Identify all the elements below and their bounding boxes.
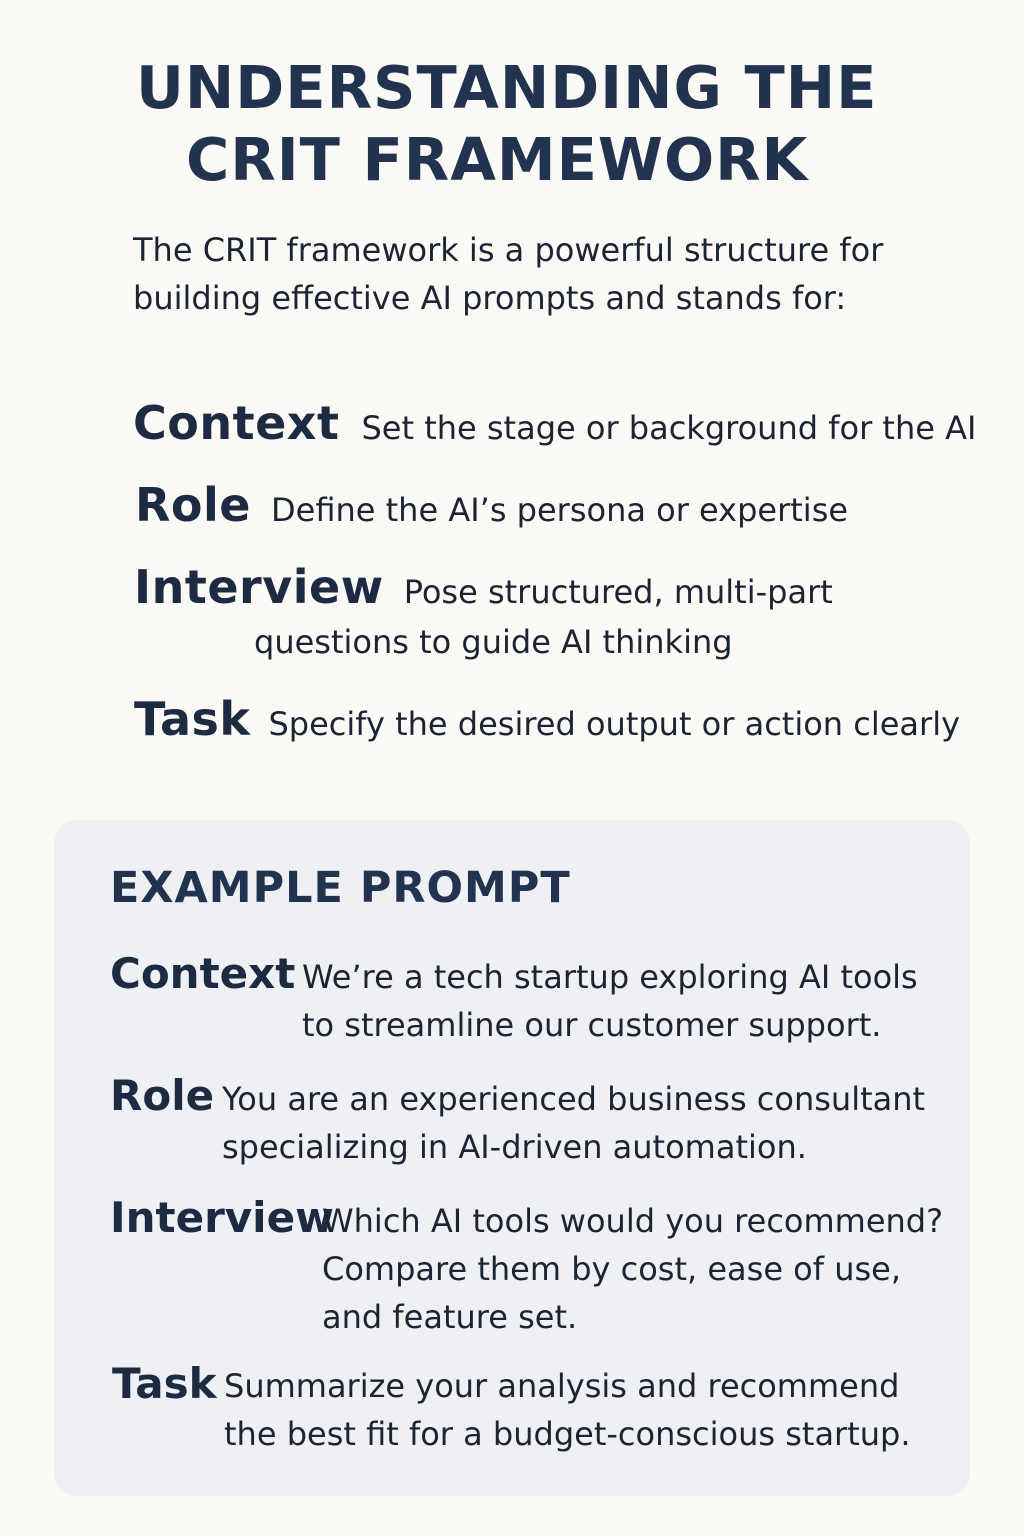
definition-context bbox=[133, 396, 976, 452]
example-line: Compare them by cost, ease of use, bbox=[322, 1250, 901, 1288]
example-line: to streamline our customer support. bbox=[302, 1006, 882, 1044]
definition-task bbox=[134, 692, 960, 748]
definition-description-continued: questions to guide AI thinking bbox=[254, 623, 733, 661]
title-line-2: CRIT FRAMEWORK bbox=[186, 125, 809, 194]
definition-term: Interview bbox=[134, 560, 384, 614]
example-line: and feature set. bbox=[322, 1298, 578, 1336]
example-term-interview: Interview bbox=[110, 1193, 334, 1242]
definition-interview bbox=[134, 560, 833, 616]
example-line: You are an experienced business consultant bbox=[222, 1080, 926, 1118]
example-line: the best fit for a budget-conscious startup. bbox=[224, 1415, 911, 1453]
example-term-role: Role bbox=[110, 1071, 215, 1120]
example-description-context bbox=[302, 953, 918, 1049]
example-heading: EXAMPLE PROMPT bbox=[110, 863, 571, 913]
definition-description: Specify the desired output or action clearly bbox=[268, 705, 961, 743]
example-description-interview bbox=[322, 1197, 943, 1341]
definition-description: Pose structured, multi-part bbox=[403, 573, 833, 611]
definition-role bbox=[135, 478, 848, 534]
definition-term: Task bbox=[134, 692, 251, 746]
definition-term: Context bbox=[133, 396, 340, 450]
example-description-task bbox=[224, 1362, 911, 1458]
example-line: specializing in AI-driven automation. bbox=[222, 1128, 807, 1166]
example-line: Summarize your analysis and recommend bbox=[224, 1367, 900, 1405]
intro-paragraph: The CRIT framework is a powerful structure for building effective AI prompts and stands for: bbox=[133, 231, 884, 317]
example-line: We’re a tech startup exploring AI tools bbox=[302, 958, 918, 996]
definition-term: Role bbox=[135, 478, 251, 532]
definition-description: Define the AI’s persona or expertise bbox=[271, 491, 849, 529]
example-line: Which AI tools would you recommend? bbox=[322, 1202, 944, 1240]
definition-description: Set the stage or background for the AI bbox=[361, 409, 977, 447]
example-description-role bbox=[222, 1075, 925, 1171]
example-term-task: Task bbox=[112, 1359, 217, 1408]
title-line-1: UNDERSTANDING THE bbox=[136, 53, 878, 122]
page-title bbox=[0, 52, 1024, 196]
example-term-context: Context bbox=[110, 949, 296, 998]
